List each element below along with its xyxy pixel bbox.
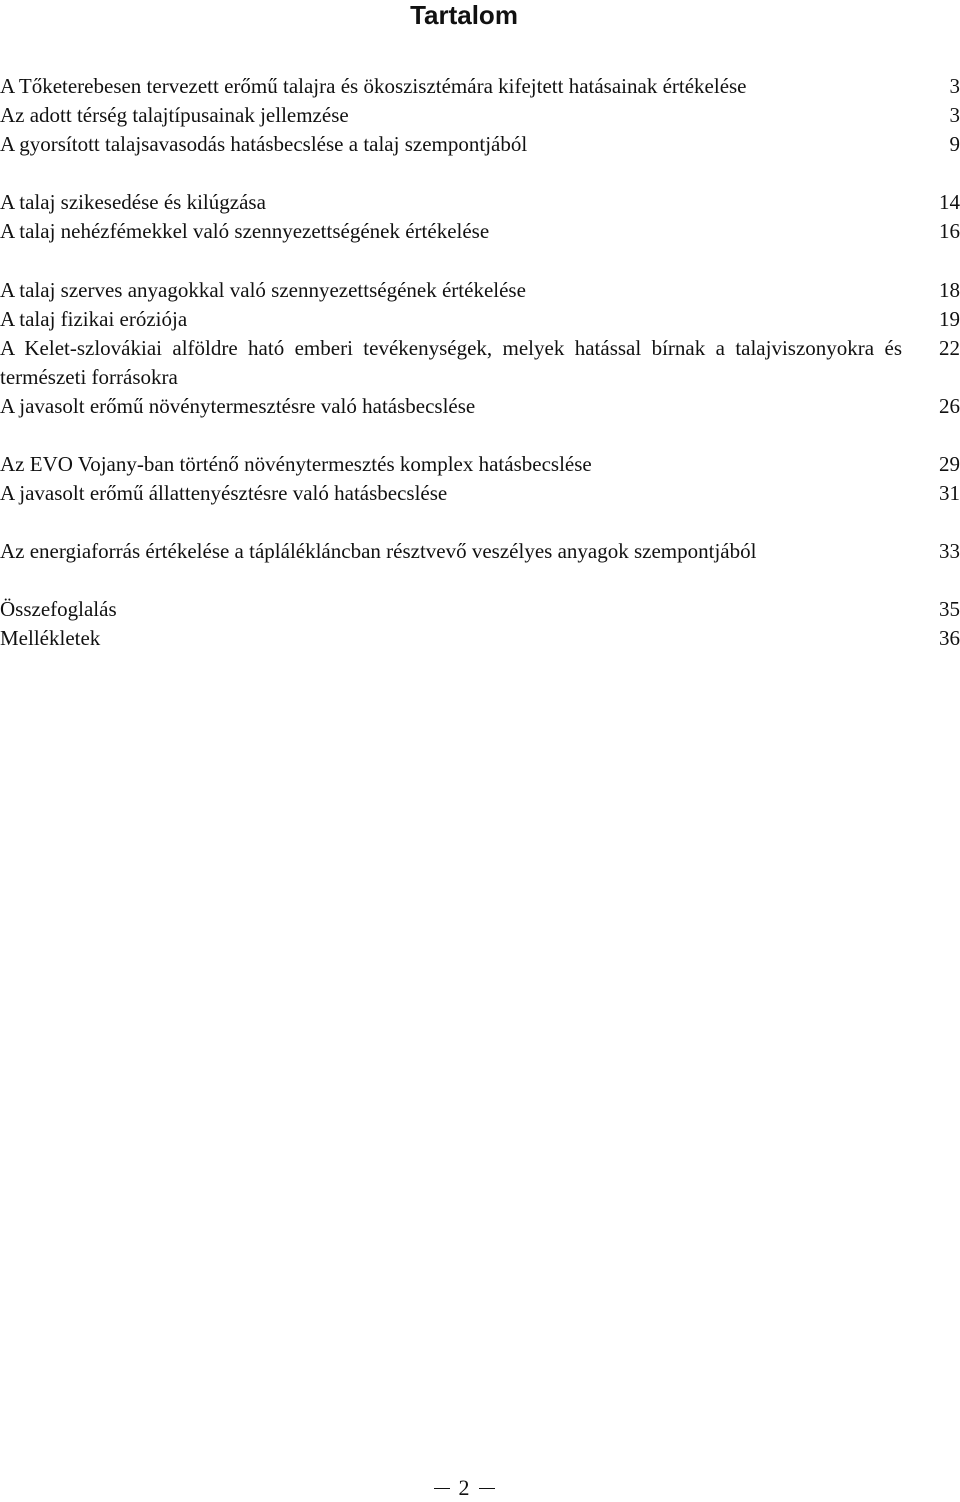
toc-entry [0, 334, 960, 392]
toc-page-number: 14 [939, 188, 960, 217]
toc-entry [0, 450, 960, 479]
toc-entry [0, 479, 960, 508]
toc-page-number: 33 [939, 537, 960, 566]
toc-entry [0, 624, 960, 653]
toc-entry [0, 537, 960, 566]
toc-entry-text: A Tőketerebesen tervezett erőmű talajra és ökoszisztémára kifejtett hatásainak értékelése [0, 72, 902, 101]
toc-entry [0, 392, 960, 421]
toc-page-number: 19 [939, 305, 960, 334]
footer-dash-right [479, 1488, 495, 1489]
toc-entry [0, 72, 960, 101]
toc-entry [0, 276, 960, 305]
toc-entry-text: Az energiaforrás értékelése a táplálékláncban résztvevő veszélyes anyagok szempontjából [0, 537, 902, 566]
toc-entry-text: A Kelet-szlovákiai alföldre ható emberi tevékenységek, melyek hatással bírnak a talajviszonyokra és természeti forrásokra [0, 334, 902, 392]
toc-entry-text: A javasolt erőmű növénytermesztésre való hatásbecslése [0, 392, 902, 421]
toc-page-number: 35 [939, 595, 960, 624]
toc-entry [0, 188, 960, 217]
page-title: Tartalom [0, 0, 928, 30]
toc-entry-text: A javasolt erőmű állattenyésztésre való hatásbecslése [0, 479, 902, 508]
footer-page-number: 2 [459, 1475, 470, 1500]
toc-entry [0, 101, 960, 130]
toc-entry-text: A talaj szikesedése és kilúgzása [0, 188, 902, 217]
toc-page-number: 3 [950, 72, 960, 101]
footer-dash-left [434, 1488, 450, 1489]
toc-page-number: 22 [939, 334, 960, 363]
toc-page-number: 29 [939, 450, 960, 479]
toc-entry-text: Összefoglalás [0, 595, 902, 624]
toc-entry-text: A talaj fizikai eróziója [0, 305, 902, 334]
toc-entry [0, 217, 960, 246]
toc-entry-text: Az EVO Vojany-ban történő növénytermesztés komplex hatásbecslése [0, 450, 902, 479]
toc-entry-text: Az adott térség talajtípusainak jellemzése [0, 101, 902, 130]
page-footer [0, 1474, 928, 1502]
toc-entry-text: A gyorsított talajsavasodás hatásbecslése a talaj szempontjából [0, 130, 902, 159]
toc-entry [0, 130, 960, 159]
toc-page-number: 18 [939, 276, 960, 305]
toc-entry [0, 595, 960, 624]
toc-page-number: 36 [939, 624, 960, 653]
toc-entry [0, 305, 960, 334]
toc-entry-text: Mellékletek [0, 624, 902, 653]
toc-entry-text: A talaj nehézfémekkel való szennyezettségének értékelése [0, 217, 902, 246]
toc-page-number: 16 [939, 217, 960, 246]
toc-page-number: 26 [939, 392, 960, 421]
toc-page-number: 9 [950, 130, 960, 159]
toc-page-number: 3 [950, 101, 960, 130]
toc-entry-text: A talaj szerves anyagokkal való szennyezettségének értékelése [0, 276, 902, 305]
toc-page-number: 31 [939, 479, 960, 508]
